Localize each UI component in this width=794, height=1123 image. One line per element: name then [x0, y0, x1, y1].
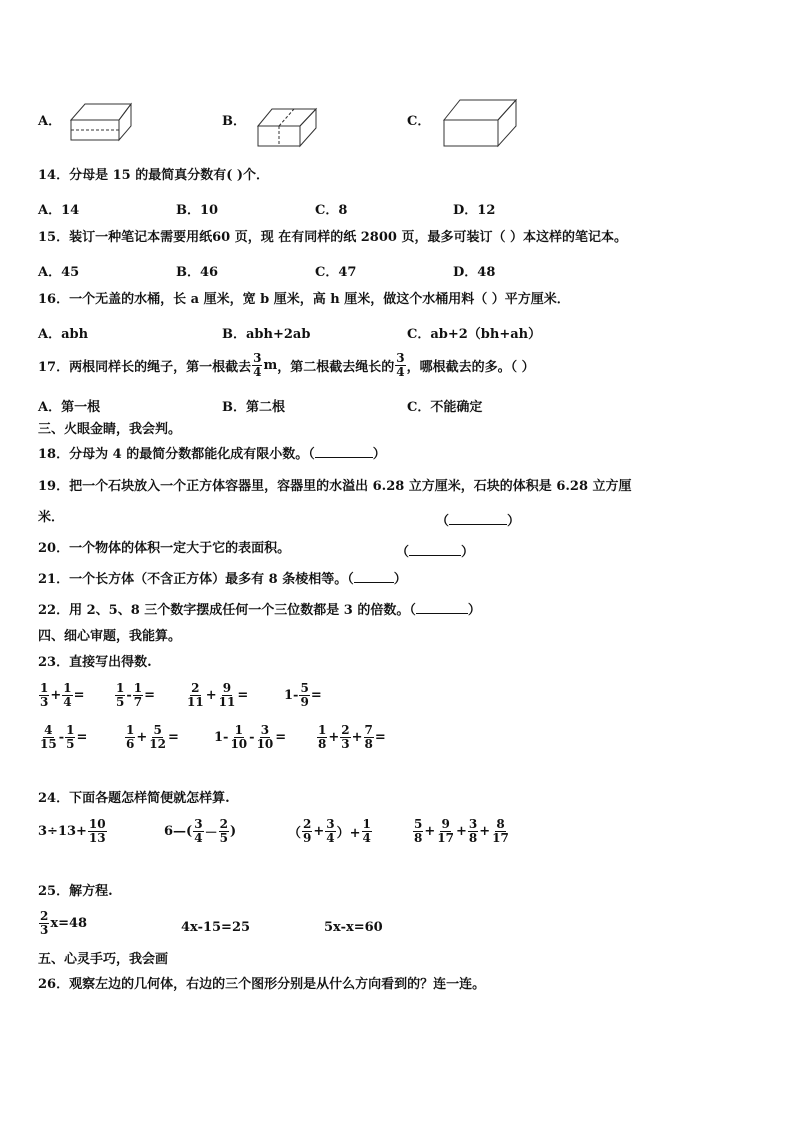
q24-expression-1: 3÷13+ $\frac{10}{13}$	[38, 817, 106, 845]
q14-option-a: A．14	[38, 203, 80, 218]
q15-option-d: D．48	[453, 265, 496, 280]
q23-expression-3: $\frac{2}{11}$ + $\frac{9}{11}$ =	[187, 681, 249, 709]
q20-answer-parens: （ ）	[396, 545, 475, 560]
q17-text-part1: 17．两根同样长的绳子，第一根截去	[38, 360, 252, 375]
q13-option-a-label: A．	[38, 114, 62, 129]
q25-equation-2: 4x-15=25	[181, 920, 251, 935]
section-4-heading: 四、细心审题，我能算。	[38, 629, 182, 644]
q23-expression-4: 1- $\frac{5}{9}$ =	[284, 681, 322, 709]
q17-stem	[38, 352, 535, 379]
q15-option-c: C．47	[315, 265, 357, 280]
q19-answer-blank[interactable]	[449, 524, 507, 525]
section-5-heading: 五、心灵手巧，我会画	[38, 952, 169, 967]
q16-option-a: A．abh	[38, 327, 89, 342]
q13-option-b-box-figure	[254, 104, 324, 150]
q23-stem: 23．直接写出得数.	[38, 655, 152, 670]
q17-option-b: B．第二根	[222, 400, 285, 415]
q19-answer-parens: （ ）	[436, 514, 521, 529]
q23-expression-5: $\frac{4}{15}$ - $\frac{1}{5}$ =	[40, 723, 88, 751]
q21-answer-blank[interactable]	[354, 582, 394, 583]
q24-stem: 24．下面各题怎样简便就怎样算.	[38, 791, 230, 806]
q25-equation-3: 5x-x=60	[324, 920, 383, 935]
q17-text-part2: ，第二根截去绳长的	[277, 360, 395, 375]
q17-option-c: C．不能确定	[407, 400, 483, 415]
q17-unit: m	[263, 358, 278, 373]
q24-expression-4: $\frac{5}{8}$ + $\frac{9}{17}$ + $\frac{3}{8}$ + $\frac{8}{17}$	[414, 817, 509, 845]
q23-expression-8: $\frac{1}{8}$ + $\frac{2}{3}$ + $\frac{7}{8}$ =	[318, 723, 386, 751]
q19-statement-line1: 19．把一个石块放入一个正方体容器里，容器里的水溢出 6.28 立方厘米，石块的体积是 6.28 立方厘	[38, 479, 632, 494]
q15-stem: 15．装订一种笔记本需要用纸60 页，现 在有同样的纸 2800 页，最多可装订（ ）本这样的笔记本。	[38, 230, 627, 245]
section-3-heading: 三、火眼金睛，我会判。	[38, 422, 182, 437]
q17-fraction-1: $\frac{3}{4}$	[253, 351, 262, 379]
q13-option-c-label: C．	[407, 114, 431, 129]
q15-option-a: A．45	[38, 265, 80, 280]
q18-statement: 18．分母为 4 的最简分数都能化成有限小数。（ ）	[38, 447, 386, 462]
q19-statement-line2: 米．	[38, 510, 65, 525]
q24-expression-2: 6—( $\frac{3}{4}$ － $\frac{2}{5}$ )	[164, 817, 237, 845]
q17-fraction-2: $\frac{3}{4}$	[396, 351, 405, 379]
q14-option-b: B．10	[176, 203, 219, 218]
q13-option-b-label: B．	[222, 114, 246, 129]
q14-option-c: C．8	[315, 203, 348, 218]
q16-stem: 16．一个无盖的水桶，长 a 厘米，宽 b 厘米，高 h 厘米，做这个水桶用料（ ）平方厘米．	[38, 292, 570, 307]
q23-expression-6: $\frac{1}{6}$ + $\frac{5}{12}$ =	[126, 723, 179, 751]
q23-expression-1: $\frac{1}{3}$ + $\frac{1}{4}$ =	[40, 681, 85, 709]
q13-option-c-box-figure	[440, 96, 520, 150]
q26-stem: 26．观察左边的几何体，右边的三个图形分别是从什么方向看到的？连一连。	[38, 977, 486, 992]
q16-option-c: C．ab+2（bh+ah）	[407, 327, 542, 342]
q14-option-d: D．12	[453, 203, 496, 218]
q25-equation-1: $\frac{2}{3}$ x=48	[40, 909, 88, 937]
q15-option-b: B．46	[176, 265, 219, 280]
q21-statement: 21．一个长方体（不含正方体）最多有 8 条棱相等。（ ）	[38, 572, 407, 587]
q17-text-part3: ，哪根截去的多。（ ）	[406, 360, 535, 375]
q18-answer-blank[interactable]	[315, 457, 373, 458]
q23-expression-7: 1- $\frac{1}{10}$ - $\frac{3}{10}$ =	[214, 723, 287, 751]
q25-stem: 25．解方程.	[38, 884, 113, 899]
q16-option-b: B．abh+2ab	[222, 327, 311, 342]
q23-expression-2: $\frac{1}{5}$ - $\frac{1}{7}$ =	[116, 681, 156, 709]
q22-statement: 22．用 2、5、8 三个数字摆成任何一个三位数都是 3 的倍数。（ ）	[38, 603, 481, 618]
q22-answer-blank[interactable]	[416, 613, 468, 614]
q17-option-a: A．第一根	[38, 400, 101, 415]
q13-option-a-box-figure	[68, 100, 134, 144]
q14-stem: 14．分母是 15 的最简真分数有( )个．	[38, 168, 270, 183]
q20-answer-blank[interactable]	[409, 555, 461, 556]
q20-statement: 20．一个物体的体积一定大于它的表面积。	[38, 541, 291, 556]
q24-expression-3: （ $\frac{2}{9}$ + $\frac{3}{4}$ ）+ $\frac{1}{4}$	[288, 817, 371, 845]
